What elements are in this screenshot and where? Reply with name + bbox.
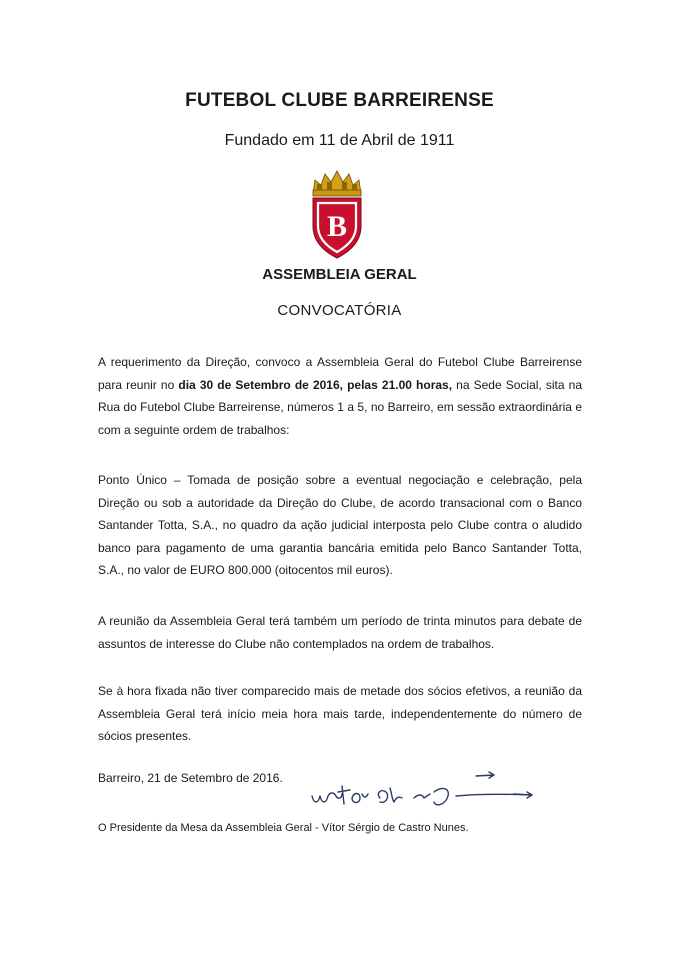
notice-title: ASSEMBLEIA GERAL <box>262 266 417 283</box>
paragraph-convocation <box>98 351 582 441</box>
paragraph-debate: A reunião da Assembleia Geral terá também um período de trinta minutos para debate de assuntos de interesse do Clube não contemplados na ordem de trabalhos. <box>98 614 582 651</box>
meeting-datetime: dia 30 de Setembro de 2016, pelas 21.00 horas, <box>178 377 453 392</box>
date-line: Barreiro, 21 de Setembro de 2016. <box>98 771 283 785</box>
paragraph-text: A requerimento da Direção, convoco a Assembleia Geral do Futebol Clube Barreirense para reunir no <box>98 355 582 392</box>
crown-icon <box>313 171 361 196</box>
paragraph-quorum: Se à hora fixada não tiver comparecido mais de metade dos sócios efetivos, a reunião da Assembleia Geral terá início meia hora mais tarde, independentemente do número de sócios presentes. <box>98 684 582 743</box>
crest-letter: B <box>326 210 348 243</box>
club-crest-logo <box>305 168 369 260</box>
paragraph-text: na Sede Social, sita na Rua do Futebol Clube Barreirense, números 1 a 5, no Barreiro, em sessão extraordinária e com a seguinte ordem de trabalhos: <box>98 377 583 437</box>
club-name: FUTEBOL CLUBE BARREIRENSE <box>185 90 494 111</box>
handwritten-signature <box>306 764 538 814</box>
paragraph-agenda: Ponto Único – Tomada de posição sobre a eventual negociação e celebração, pela Direção ou sob a autoridade da Direção do Clube, de acordo transacional com o Banco Santander Totta, S.A., no quadro da ação judicial interposta pelo Clube contra o aludido banco para pagamento de uma garantia bancária emitida pelo Banco Santander Totta, S.A., no valor de EURO 800.000 (oitocentos mil euros). <box>98 473 582 577</box>
president-signature-line: O Presidente da Mesa da Assembleia Geral - Vítor Sérgio de Castro Nunes. <box>98 822 469 834</box>
notice-subtitle: CONVOCATÓRIA <box>277 302 402 319</box>
founded-date: Fundado em 11 de Abril de 1911 <box>224 132 455 149</box>
